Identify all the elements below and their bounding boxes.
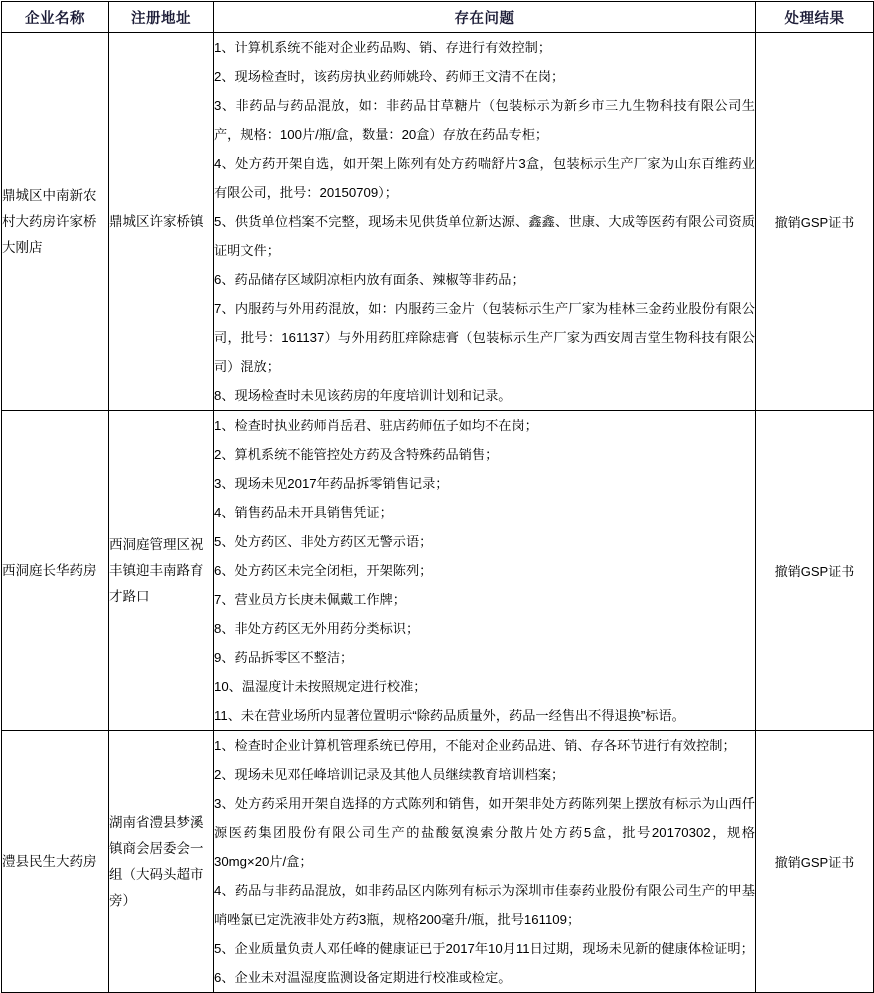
issue-item: 10、温湿度计未按照规定进行校准； (214, 679, 427, 694)
issue-item: 7、内服药与外用药混放，如：内服药三金片（包装标示生产厂家为桂林三金药业股份有限公司，批号：161137）与外用药肛痒除痣膏（包装标示生产厂家为西安周吉堂生物科技有限公司）混放； (214, 301, 755, 374)
cell-registered-address: 西洞庭管理区祝丰镇迎丰南路育才路口 (109, 411, 214, 731)
cell-issues (214, 33, 756, 411)
issue-item: 3、处方药采用开架自选择的方式陈列和销售，如开架非处方药陈列架上摆放有标示为山西仟源医药集团股份有限公司生产的盐酸氨溴索分散片处方药5盒，批号20170302，规格30mg×20片/盒； (214, 796, 755, 869)
column-header-registered-address: 注册地址 (109, 2, 214, 33)
issue-item: 1、检查时企业计算机管理系统已停用，不能对企业药品进、销、存各环节进行有效控制； (214, 738, 736, 753)
issue-item: 6、处方药区未完全闭柜，开架陈列； (214, 563, 433, 578)
cell-result: 撤销GSP证书 (756, 411, 874, 731)
inspection-table (1, 1, 874, 993)
cell-company-name: 西洞庭长华药房 (2, 411, 109, 731)
column-header-result: 处理结果 (756, 2, 874, 33)
table-row (2, 731, 874, 993)
issue-item: 2、现场未见邓任峰培训记录及其他人员继续教育培训档案； (214, 767, 565, 782)
issue-item: 5、处方药区、非处方药区无警示语； (214, 534, 433, 549)
issue-list (214, 33, 755, 410)
table-body (2, 33, 874, 993)
issue-item: 3、现场未见2017年药品拆零销售记录； (214, 476, 449, 491)
issue-item: 11、未在营业场所内显著位置明示“除药品质量外，药品一经售出不得退换”标语。 (214, 708, 685, 723)
issue-item: 1、检查时执业药师肖岳君、驻店药师伍子如均不在岗； (214, 418, 538, 433)
cell-result: 撤销GSP证书 (756, 731, 874, 993)
issue-item: 5、供货单位档案不完整，现场未见供货单位新达源、鑫鑫、世康、大成等医药有限公司资质证明文件； (214, 214, 755, 258)
header-row (2, 2, 874, 33)
issue-item: 3、非药品与药品混放，如：非药品甘草糖片（包装标示为新乡市三九生物科技有限公司生产，规格：100片/瓶/盒，数量：20盒）存放在药品专柜； (214, 98, 755, 142)
issue-item: 7、营业员方长庚未佩戴工作牌； (214, 592, 406, 607)
issue-item: 2、现场检查时，该药房执业药师姚玲、药师王文清不在岗； (214, 69, 565, 84)
cell-company-name: 鼎城区中南新农村大药房许家桥大刚店 (2, 33, 109, 411)
cell-issues (214, 411, 756, 731)
issue-item: 6、企业未对温湿度监测设备定期进行校准或检定。 (214, 970, 512, 985)
table-header (2, 2, 874, 33)
table-row (2, 411, 874, 731)
issue-item: 5、企业质量负责人邓任峰的健康证已于2017年10月11日过期，现场未见新的健康体检证明； (214, 941, 754, 956)
document-sheet (0, 1, 874, 985)
issue-item: 2、算机系统不能管控处方药及含特殊药品销售； (214, 447, 499, 462)
table-row (2, 33, 874, 411)
issue-item: 4、药品与非药品混放，如非药品区内陈列有标示为深圳市佳泰药业股份有限公司生产的甲基哨唑氯已定洗液非处方药3瓶，规格200毫升/瓶，批号161109； (214, 883, 755, 927)
issue-item: 9、药品拆零区不整洁； (214, 650, 354, 665)
cell-registered-address: 鼎城区许家桥镇 (109, 33, 214, 411)
issue-item: 1、计算机系统不能对企业药品购、销、存进行有效控制； (214, 40, 552, 55)
issue-item: 8、现场检查时未见该药房的年度培训计划和记录。 (214, 388, 512, 403)
column-header-issues: 存在问题 (214, 2, 756, 33)
column-header-company-name: 企业名称 (2, 2, 109, 33)
cell-registered-address: 湖南省澧县梦溪镇商会居委会一组（大码头超市旁） (109, 731, 214, 993)
issue-item: 4、处方药开架自选，如开架上陈列有处方药喘舒片3盒，包装标示生产厂家为山东百维药业有限公司，批号：20150709）； (214, 156, 755, 200)
issue-item: 8、非处方药区无外用药分类标识； (214, 621, 420, 636)
issue-item: 4、销售药品未开具销售凭证； (214, 505, 393, 520)
issue-list (214, 411, 755, 730)
cell-company-name: 澧县民生大药房 (2, 731, 109, 993)
cell-result: 撤销GSP证书 (756, 33, 874, 411)
cell-issues (214, 731, 756, 993)
issue-item: 6、药品储存区域阴凉柜内放有面条、辣椒等非药品； (214, 272, 525, 287)
